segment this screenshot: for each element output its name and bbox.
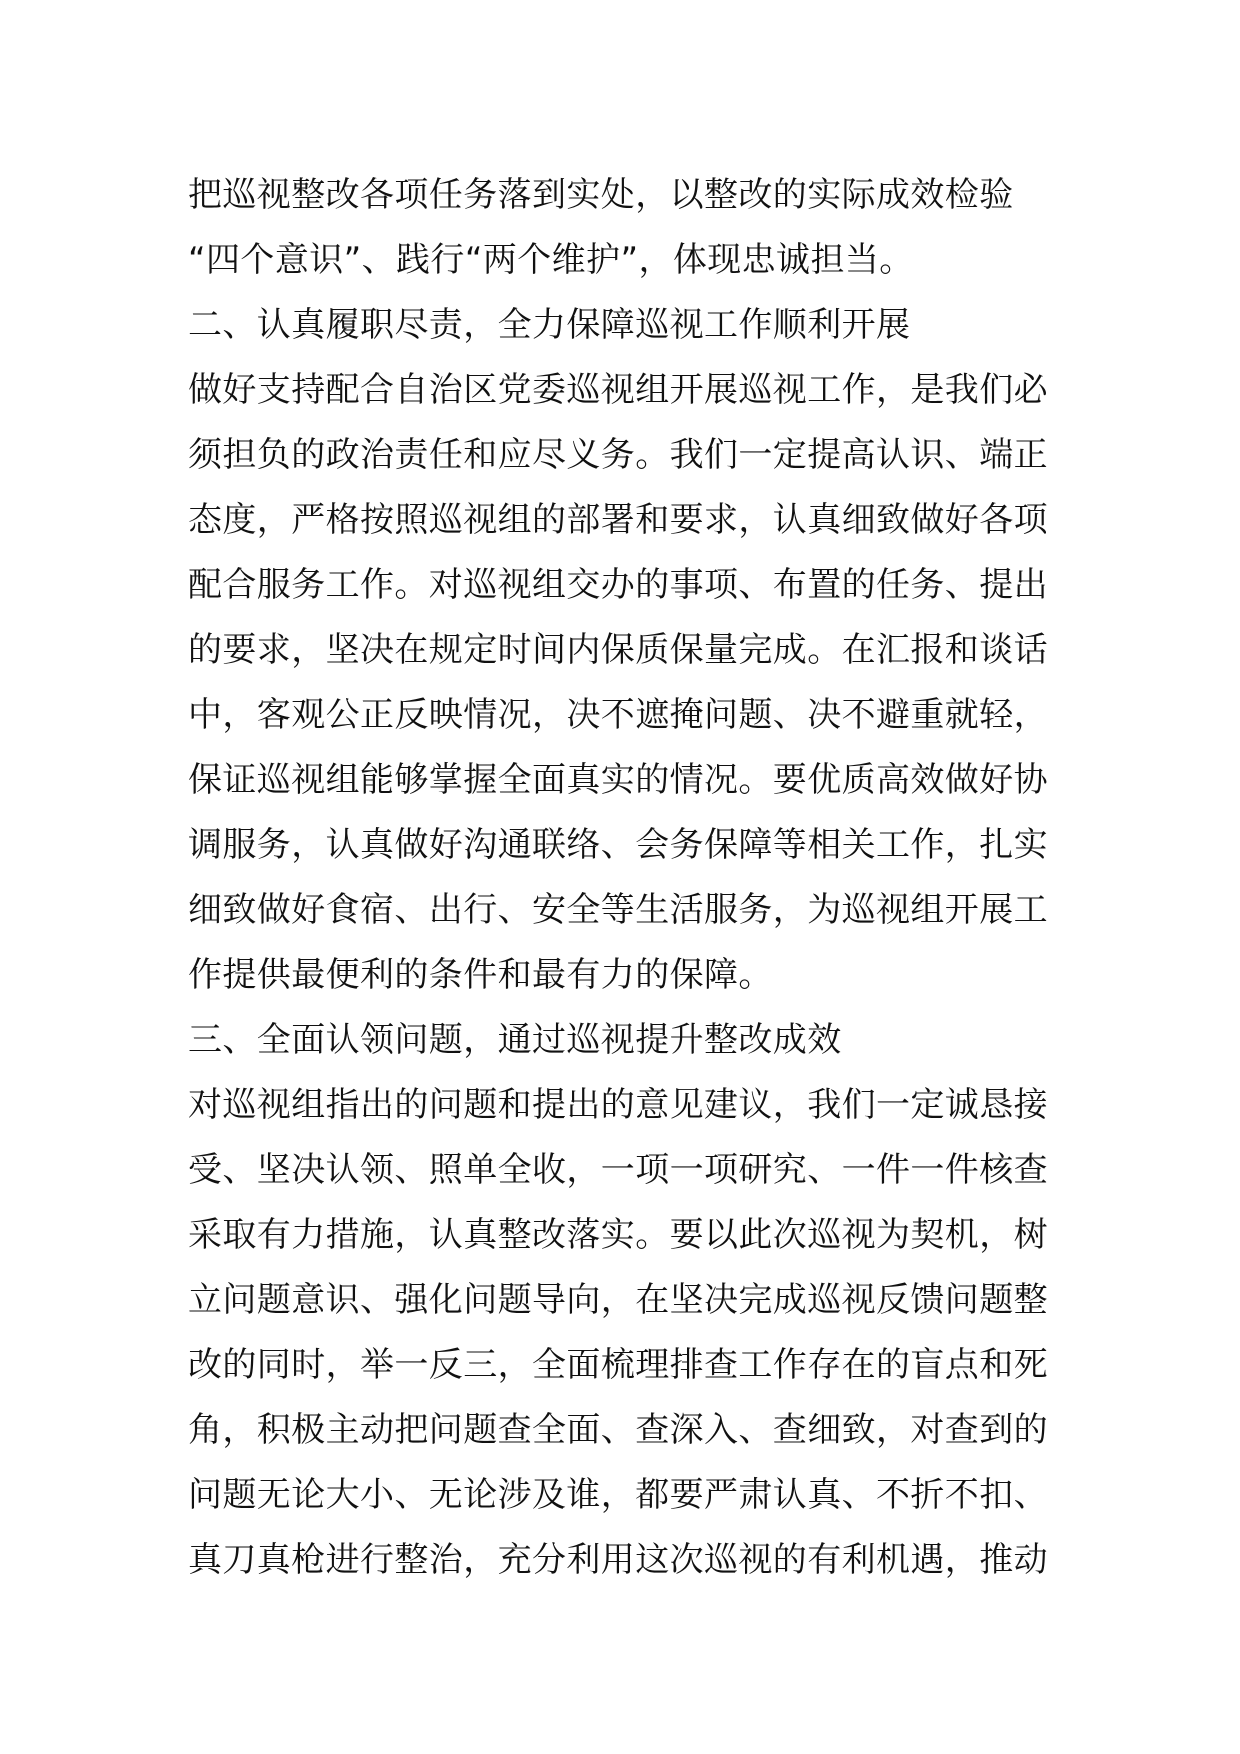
document-body bbox=[188, 163, 1068, 1593]
paragraph-line: 对巡视组指出的问题和提出的意见建议，我们一定诚恳接 bbox=[188, 1085, 1048, 1125]
paragraph-line: 做好支持配合自治区党委巡视组开展巡视工作，是我们必 bbox=[188, 370, 1048, 410]
paragraph-line: 问题无论大小、无论涉及谁，都要严肃认真、不折不扣、 bbox=[188, 1475, 1048, 1515]
paragraph-line: 角，积极主动把问题查全面、查深入、查细致，对查到的 bbox=[188, 1410, 1048, 1450]
paragraph-line: 采取有力措施，认真整改落实。要以此次巡视为契机，树 bbox=[188, 1215, 1048, 1255]
section-heading-2: 二、认真履职尽责，全力保障巡视工作顺利开展 bbox=[188, 305, 911, 345]
paragraph-line: 调服务，认真做好沟通联络、会务保障等相关工作，扎实 bbox=[188, 825, 1048, 865]
paragraph-line: 态度，严格按照巡视组的部署和要求，认真细致做好各项 bbox=[188, 500, 1048, 540]
paragraph-line: 真刀真枪进行整治，充分利用这次巡视的有利机遇，推动 bbox=[188, 1540, 1048, 1580]
paragraph-line: 配合服务工作。对巡视组交办的事项、布置的任务、提出 bbox=[188, 565, 1048, 605]
paragraph-line: 中，客观公正反映情况，决不遮掩问题、决不避重就轻， bbox=[188, 695, 1048, 735]
paragraph-line: “四个意识”、践行“两个维护”，体现忠诚担当。 bbox=[188, 240, 914, 280]
paragraph-line: 改的同时，举一反三，全面梳理排查工作存在的盲点和死 bbox=[188, 1345, 1048, 1385]
paragraph-line: 须担负的政治责任和应尽义务。我们一定提高认识、端正 bbox=[188, 435, 1048, 475]
paragraph-line: 的要求，坚决在规定时间内保质保量完成。在汇报和谈话 bbox=[188, 630, 1048, 670]
section-heading-3: 三、全面认领问题，通过巡视提升整改成效 bbox=[188, 1020, 842, 1060]
paragraph-line: 作提供最便利的条件和最有力的保障。 bbox=[188, 955, 773, 995]
paragraph-line: 立问题意识、强化问题导向，在坚决完成巡视反馈问题整 bbox=[188, 1280, 1048, 1320]
paragraph-line: 受、坚决认领、照单全收，一项一项研究、一件一件核查 bbox=[188, 1150, 1048, 1190]
paragraph-line: 保证巡视组能够掌握全面真实的情况。要优质高效做好协 bbox=[188, 760, 1048, 800]
paragraph-line: 细致做好食宿、出行、安全等生活服务，为巡视组开展工 bbox=[188, 890, 1048, 930]
paragraph-line: 把巡视整改各项任务落到实处，以整改的实际成效检验 bbox=[188, 175, 1014, 215]
